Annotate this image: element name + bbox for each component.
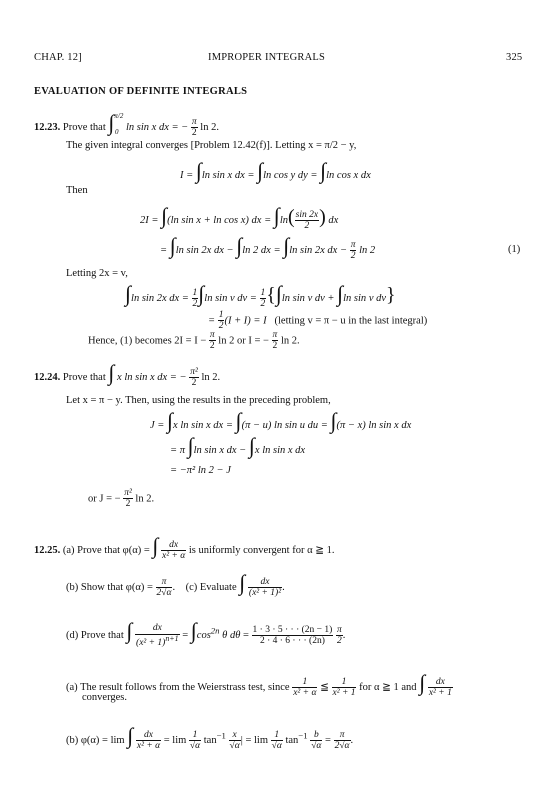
page-number: 325 [506, 52, 523, 63]
solution-a-tail: converges. [82, 692, 127, 703]
solution-b: (b) φ(α) = lim ∫ $\frac{dx}{\text{x² + α}}$ = lim $\frac{1}{√\alpha}$ $\tan^{-1}$ $\frac{x}{√\alpha}$ | = lim $\frac{1}{√\alpha}$ $\tan^{-1}$ $\frac{b}{√\alpha}$ = $\frac{\pi}{2√\alpha}$ . [66, 723, 354, 752]
problem-12-23-intro: The given integral converges [Problem 12.42(f)]. Letting x = π/2 − y, [66, 140, 357, 151]
equation-sub-line1: ∫ln sin 2x dx = $\frac{1}{2}$ ∫ln sin v dv = $\frac{1}{2}$ {∫ln sin v dv + ∫ln sin v dv} [125, 281, 396, 310]
problem-number: 12.23. [34, 122, 61, 133]
chapter-label: CHAP. 12] [34, 52, 82, 63]
or-line: or J = − $\frac{\text{π²}}{2}$ ln 2. [88, 488, 155, 510]
running-title: IMPROPER INTEGRALS [208, 52, 326, 63]
equation-sub-line2: = $\frac{1}{2}$ (I + I) = I (letting v = π − u in the last integral) [208, 310, 428, 332]
integral-sign: ∫ [108, 110, 115, 135]
equation-J-line2: = π ∫ln sin x dx − ∫x ln sin x dx [170, 433, 306, 458]
equation-I: I = ∫ln sin x dx = ∫ln cos y dy = ∫ln cos x dx [180, 158, 371, 183]
section-title: EVALUATION OF DEFINITE INTEGRALS [34, 86, 248, 97]
hence-line: Hence, (1) becomes 2I = I − $\frac{\pi}{2}$ ln 2 or I = − $\frac{\pi}{2}$ ln 2. [88, 330, 300, 352]
solution-a: (a) The result follows from the Weierstrass test, since $\frac{1}{\text{x² + α}}$ ≦ $\frac{1}{\text{x² + 1}}$ for α ≧ 1 and ∫ $\frac{dx}{\text{x² + 1}}$ [66, 670, 452, 699]
page: CHAP. 12] IMPROPER INTEGRALS 325 EVALUATION OF DEFINITE INTEGRALS 12.23. Prove that ∫$^{\pi/2}$ ln sin x dx = − $\frac{\pi}{2}$ ln 2. 0 The given integral converges [Problem 12.42(f)]. Letting x = π/2 − y, I = ∫ln sin x dx = ∫ln cos y dy = ∫ln cos x dx Then 2I = ∫(ln sin x + ln cos x) dx = ∫ln( $\frac{\sin 2x}{2}$ ) dx = ∫ln sin 2x dx − ∫ln 2 dx = ∫ln sin 2x dx − $\frac{\pi}{2}$ ln 2 (1) Letting 2x = v, ∫ln sin 2x dx = $\frac{1}{2}$ ∫ln sin v dv = $\frac{1}{2}$ {∫ln sin v dv + ∫ln sin v dv} = $\frac{1}{2}$ (I + I) = I (letting v = π − u in the last integral) Hence, (1) becomes 2I = I − $\frac{\pi}{2}$ ln 2 or I = − $\frac{\pi}{2}$ ln 2. 12.24. Prove that ∫ x ln sin x dx = − $\frac{\text{π²}}{2}$ ln 2. Let x = π − y. Then, using the results in the preceding problem, J = ∫x ln sin x dx = ∫(π − u) ln sin u du = ∫(π − x) ln sin x dx = π ∫ln sin x dx − ∫x ln sin x dx = −π² ln 2 − J or J = − $\frac{\text{π²}}{2}$ ln 2. 12.25. (a) Prove that φ(α) = ∫ $\frac{dx}{\text{x² + α}}$ is uniformly convergent for α ≧ 1. (b) Show that φ(α) = $\frac{\pi}{2√\alpha}$ . (c) Evaluate ∫ $\frac{dx}{\text{(x² + 1)²}}$ . (d) Prove that ∫ $\frac{dx}{(x^2 + 1)^{n+1}}$ = $\int\cos^{2n}$ θ dθ = $\frac{1 \cdot 3 \cdot 5 \cdot \cdot \cdot (2n - 1)}{2 \cdot 4 \cdot 6 \cdot \cdot \cdot (2n)}$ $\frac{\pi}{2}$ . (a) The result follows from the Weierstrass test, since $\frac{1}{\text{x² + α}}$ ≦ $\frac{1}{\text{x² + 1}}$ for α ≧ 1 and ∫ $\frac{dx}{\text{x² + 1}}$ converges. (b) φ(α) = lim ∫ $\frac{dx}{\text{x² + α}}$ = lim $\frac{1}{√\alpha}$ $\tan^{-1}$ $\frac{x}{√\alpha}$ | = lim $\frac{1}{√\alpha}$ $\tan^{-1}$ $\frac{b}{√\alpha}$ = $\frac{\pi}{2√\alpha}$ . [34, 52, 523, 752]
equation-2I-line1: 2I = ∫(ln sin x + ln cos x) dx = ∫ln( $\frac{\sin 2x}{2}$ ) dx [140, 203, 339, 232]
problem-12-24-intro: Let x = π − y. Then, using the results in the preceding problem, [66, 395, 331, 406]
problem-12-24-statement: 12.24. Prove that ∫ x ln sin x dx = − $\frac{\text{π²}}{2}$ ln 2. [34, 360, 221, 389]
problem-12-25-a: 12.25. (a) Prove that φ(α) = ∫ $\frac{dx}{\text{x² + α}}$ is uniformly convergent for α ≧ 1. [34, 533, 335, 562]
equation-2I-line2: = ∫ln sin 2x dx − ∫ln 2 dx = ∫ln sin 2x dx − $\frac{\pi}{2}$ ln 2 [160, 233, 376, 262]
problem-12-25-bc: (b) Show that φ(α) = $\frac{\pi}{2√\alpha}$ . (c) Evaluate ∫ $\frac{dx}{\text{(x² + 1)²}}$ . [66, 570, 285, 599]
equation-tag: (1) [508, 244, 521, 255]
statement-tail: ln 2. [200, 122, 219, 133]
problem-12-23-statement: 12.23. Prove that ∫$^{\pi/2}$ ln sin x dx = − $\frac{\pi}{2}$ ln 2. [34, 110, 219, 139]
equation-J-line1: J = ∫x ln sin x dx = ∫(π − u) ln sin u du = ∫(π − x) ln sin x dx [150, 408, 412, 433]
problem-12-25-d: (d) Prove that ∫ $\frac{dx}{(x^2 + 1)^{n+1}}$ = $\int\cos^{2n}$ θ dθ = $\frac{1 \cdot 3 \cdot 5 \cdot \cdot \cdot (2n - 1)}{2 \cdot 4 \cdot 6 \cdot \cdot \cdot (2n)}$ $\frac{\pi}{2}$ . [66, 618, 346, 648]
fraction: $\frac{\pi}{2}$ [191, 116, 197, 139]
equation-J-line3: = −π² ln 2 − J [170, 465, 231, 476]
letting-label: Letting 2x = v, [66, 268, 128, 279]
then-label: Then [66, 185, 88, 196]
statement: ln sin x dx = − [125, 122, 189, 133]
prove-label: Prove that [62, 122, 106, 133]
